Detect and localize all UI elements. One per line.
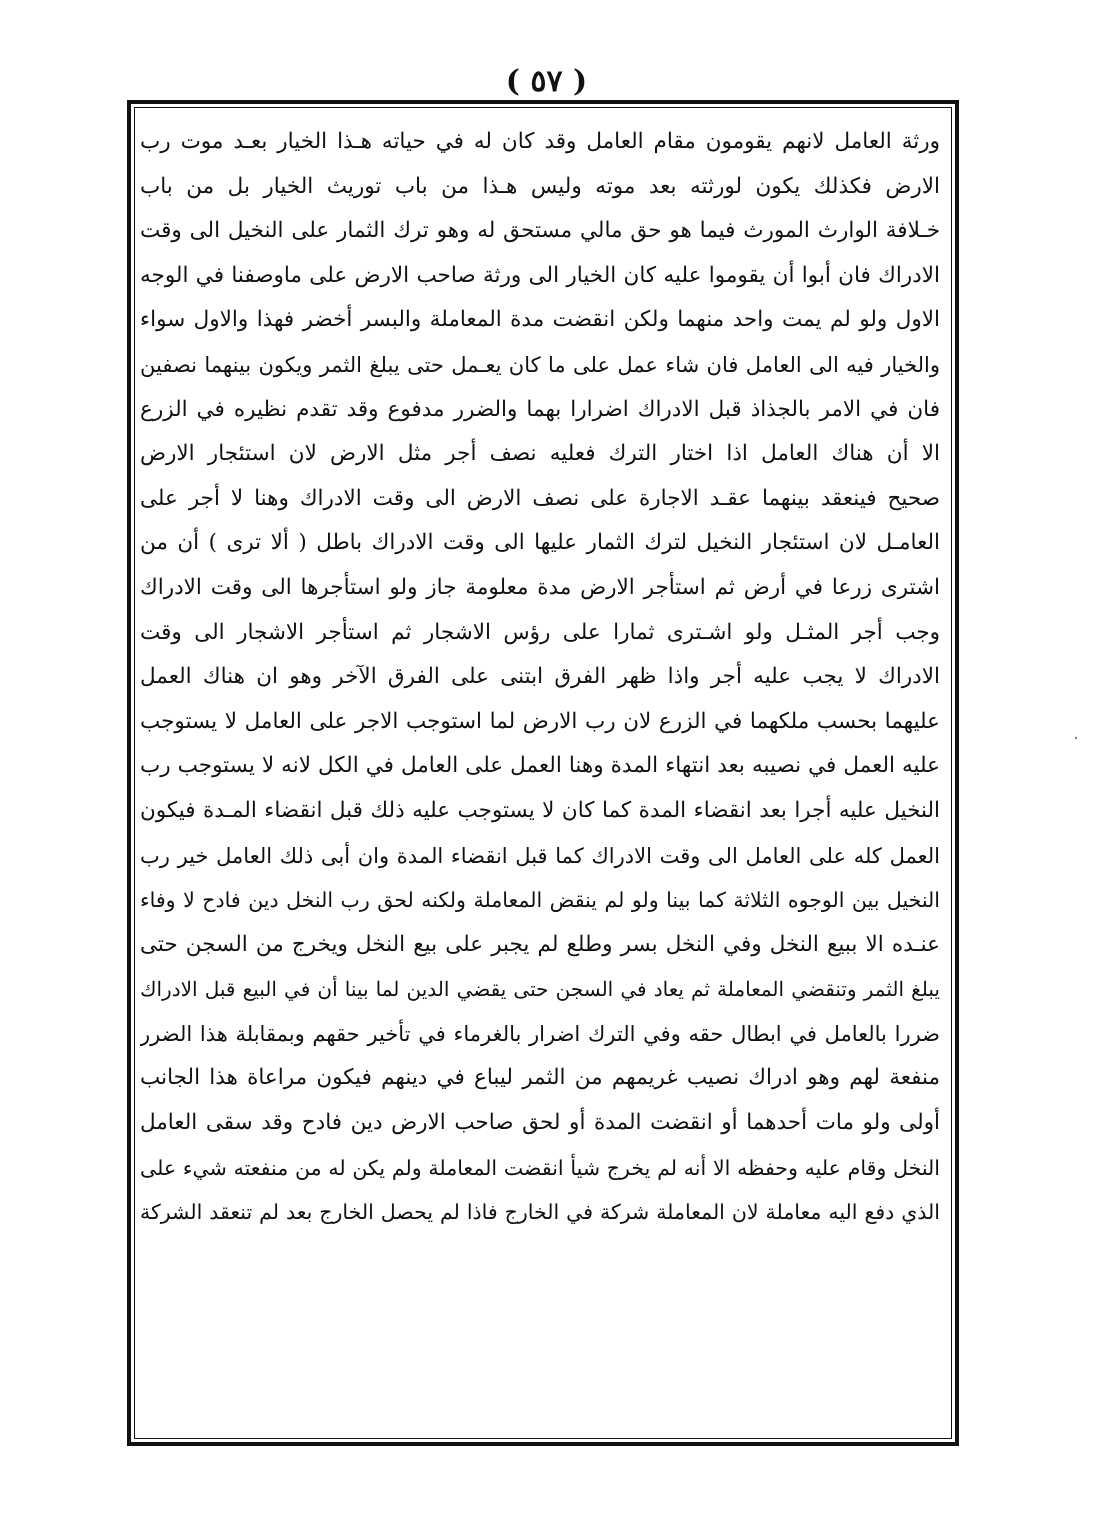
text-line-9: صحيح فينعقد بينهما عقـد الاجارة على نصف الارض الى وقت الادراك وهنا لا أجر على [140,485,940,511]
text-line-17: العمل كله على العامل الى وقت الادراك كما قبل انقضاء المدة وان أبى ذلك العامل خير رب [140,843,940,868]
text-line-10: العامـل لان استئجار النخيل لترك الثمار عليها الى وقت الادراك باطل ( ألا ترى ) أن من [140,530,940,556]
margin-mark [1075,737,1077,739]
text-line-15: عليه العمل في نصيبه بعد انتهاء المدة وهنا العمل على العامل في الكل لانه لا يستوجب رب [140,753,940,779]
text-line-1: ورثة العامل لانهم يقومون مقام العامل وقد كان له في حياته هـذا الخيار بعـد موت رب [140,129,940,154]
text-line-13: الادراك لا يجب عليه أجر واذا ظهر الفرق ابتنى على الفرق الآخر وهو ان هناك العمل [140,664,940,690]
text-line-14: عليهما بحسب ملكهما في الزرع لان رب الارض لما استوجب الاجر على العامل لا يستوجب [140,708,940,734]
text-line-16: النخيل عليه أجرا بعد انقضاء المدة كما كان لا يستوجب عليه ذلك قبل انقضاء المـدة فيكون [140,797,940,823]
text-line-2: الارض فكذلك يكون لورثته بعد موته وليس هـذا من باب توريث الخيار بل من باب [140,173,940,199]
text-line-18: النخيل بين الوجوه الثلاثة كما بينا ولو لم ينقض المعاملة ولكنه لحق رب النخل دين فادح لا وفاء [140,888,940,913]
text-line-11: اشترى زرعا في أرض ثم استأجر الارض مدة معلومة جاز ولو استأجرها الى وقت الادراك [140,574,940,600]
text-line-6: والخيار فيه الى العامل فان شاء عمل على ما كان يعـمل حتى يبلغ الثمر ويكون بينهما نصفين [140,352,940,377]
text-line-5: الاول ولو لم يمت واحد منهما ولكن انقضت مدة المعاملة والبسر أخضر فهذا والاول سواء [140,307,940,333]
text-line-19: عنـده الا ببيع النخل وفي النخل بسر وطلع لم يجبر على بيع النخل ويخرج من السجن حتى [140,931,940,957]
page-number: ( ٥٧ ) [505,64,588,99]
text-line-8: الا أن هناك العامل اذا اختار الترك فعليه نصف أجر مثل الارض لان استئجار الارض [140,441,940,467]
text-line-7: فان في الامر بالجذاذ قبل الادراك اضرارا بهما والضرر مدفوع وقد تقدم نظيره في الزرع [140,396,940,422]
text-line-3: خـلافة الوارث المورث فيما هو حق مالي مستحق له وهو ترك الثمار على النخيل الى وقت [140,218,940,244]
text-line-4: الادراك فان أبوا أن يقوموا عليه كان الخيار الى ورثة صاحب الارض على ماوصفنا في الوجه [140,262,940,288]
text-line-24: النخل وقام عليه وحفظه الا أنه لم يخرج شيأ انقضت المعاملة ولم يكن له من منفعته شيء على [140,1155,940,1180]
text-line-21: ضررا بالعامل في ابطال حقه وفي الترك اضرار بالغرماء في تأخير حقهم وبمقابلة هذا الضرر [140,1021,940,1046]
text-line-20: يبلغ الثمر وتنقضي المعاملة ثم يعاد في السجن حتى يقضي الدين لما بينا أن في البيع قبل الادراك [140,977,940,1002]
body-text [140,120,940,1430]
text-line-23: أولى ولو مات أحدهما أو انقضت المدة أو لحق صاحب الارض دين فادح وقد سقى العامل [140,1110,940,1136]
text-line-25: الذي دفع اليه معاملة لان المعاملة شركة في الخارج فاذا لم يحصل الخارج بعد لم تنعقد الشركة [140,1200,940,1225]
text-line-12: وجب أجر المثـل ولو اشـترى ثمارا على رؤس الاشجار ثم استأجر الاشجار الى وقت [140,619,940,645]
text-line-22: منفعة لهم وهو ادراك نصيب غريمهم من الثمر ليباع في دينهم فيكون مراعاة هذا الجانب [140,1065,940,1091]
